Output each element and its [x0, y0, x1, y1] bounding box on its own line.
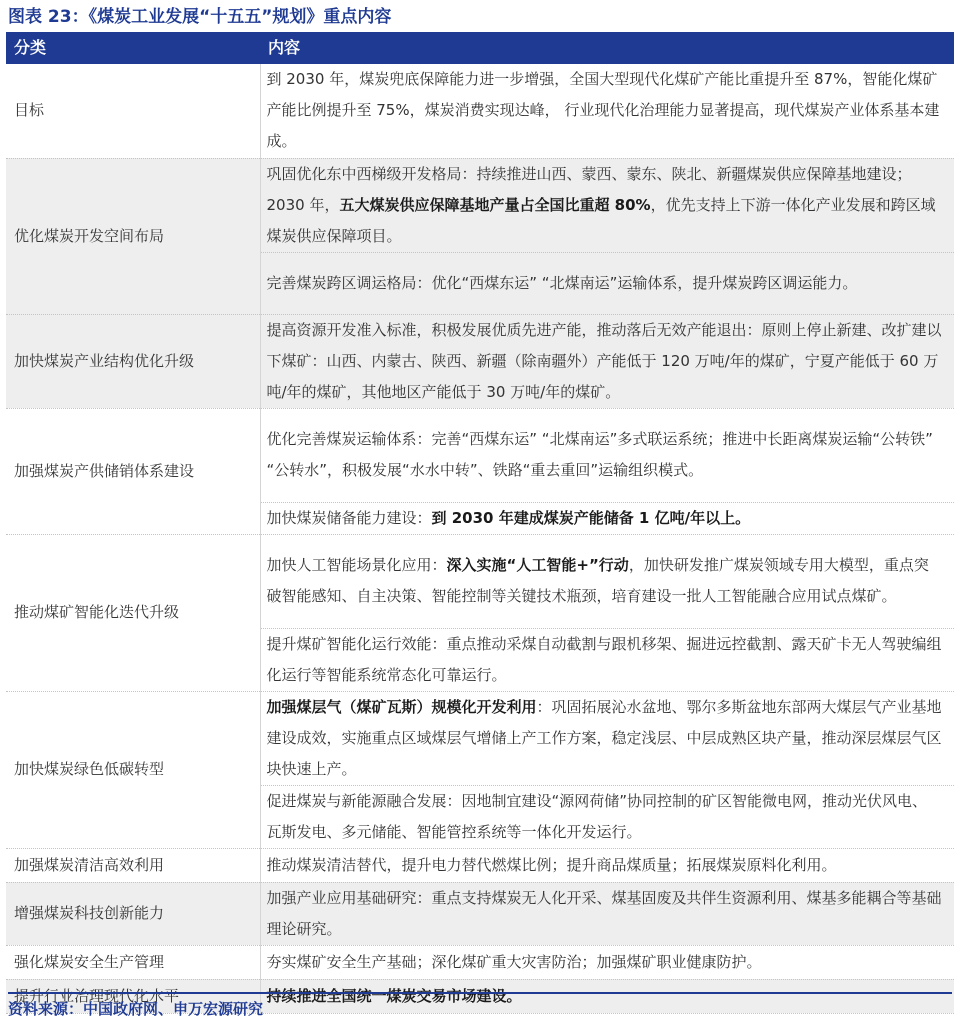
- source-note: 资料来源：中国政府网、申万宏源研究: [8, 992, 952, 1021]
- highlight-text: 五大煤炭供应保障基地产量占全国比重超 80%: [339, 195, 651, 214]
- row-content: 加强煤层气（煤矿瓦斯）规模化开发利用：巩固拓展沁水盆地、鄂尔多斯盆地东部两大煤层气产业基地建设成效，实施重点区域煤层气增储上产工作方案，稳定浅层、中层成熟区块产量，推动深层煤层气区块快速上产。: [260, 691, 954, 785]
- table-header: [6, 32, 954, 64]
- row-category: 提升行业治理现代化水平: [6, 979, 260, 1013]
- row-content: 加快人工智能场景化应用：深入实施“人工智能+”行动，加快研发推广煤炭领域专用大模型，重点突破智能感知、自主决策、智能控制等关键技术瓶颈，培育建设一批人工智能融合应用试点煤矿。: [260, 534, 954, 628]
- table-row: [6, 408, 954, 502]
- row-content: 到 2030 年，煤炭兜底保障能力进一步增强，全国大型现代化煤矿产能比重提升至 87%，智能化煤矿产能比例提升至 75%，煤炭消费实现达峰， 行业现代化治理能力显著提高，现代煤炭产业体系基本建成。: [260, 64, 954, 158]
- row-category: 强化煤炭安全生产管理: [6, 945, 260, 979]
- row-content: 推动煤炭清洁替代，提升电力替代燃煤比例；提升商品煤质量；拓展煤炭原料化利用。: [260, 848, 954, 882]
- row-content: 巩固优化东中西梯级开发格局：持续推进山西、蒙西、蒙东、陕北、新疆煤炭供应保障基地建设；2030 年，五大煤炭供应保障基地产量占全国比重超 80%，优先支持上下游一体化产业发展和跨区域煤炭供应保障项目。: [260, 158, 954, 252]
- header-content: 内容: [268, 38, 301, 57]
- row-content: 加强产业应用基础研究：重点支持煤炭无人化开采、煤基固废及共伴生资源利用、煤基多能耦合等基础理论研究。: [260, 882, 954, 945]
- row-content: 提升煤矿智能化运行效能：重点推动采煤自动截割与跟机移架、掘进远控截割、露天矿卡无人驾驶编组化运行等智能系统常态化可靠运行。: [260, 628, 954, 691]
- header-category: 分类: [14, 38, 47, 57]
- table-row: [6, 314, 954, 408]
- row-content: 完善煤炭跨区调运格局：优化“西煤东运” “北煤南运”运输体系，提升煤炭跨区调运能力。: [260, 252, 954, 314]
- highlight-text: 到 2030 年建成煤炭产能储备 1 亿吨/年以上。: [431, 508, 751, 527]
- row-content: 优化完善煤炭运输体系：完善“西煤东运” “北煤南运”多式联运系统；推进中长距离煤炭运输“公转铁” “公转水”，积极发展“水水中转”、铁路“重去重回”运输组织模式。: [260, 408, 954, 502]
- table-row: [6, 691, 954, 785]
- table-row: [6, 945, 954, 979]
- figure-title: 图表 23：《煤炭工业发展“十五五”规划》重点内容: [8, 7, 392, 27]
- row-category: 加强煤炭清洁高效利用: [6, 848, 260, 882]
- row-content: 促进煤炭与新能源融合发展：因地制宜建设“源网荷储”协同控制的矿区智能微电网，推动光伏风电、瓦斯发电、多元储能、智能管控系统等一体化开发运行。: [260, 785, 954, 848]
- row-category: 加快煤炭产业结构优化升级: [6, 314, 260, 408]
- row-category: 加快煤炭绿色低碳转型: [6, 691, 260, 848]
- row-category: 目标: [6, 64, 260, 158]
- highlight-text: 加强煤层气（煤矿瓦斯）规模化开发利用: [266, 697, 537, 716]
- highlight-text: 深入实施“人工智能+”行动: [446, 556, 629, 574]
- table-row: [6, 882, 954, 945]
- highlight-text: 持续推进全国统一煤炭交易市场建设。: [266, 986, 522, 1005]
- row-content: 加快煤炭储备能力建设：到 2030 年建成煤炭产能储备 1 亿吨/年以上。: [260, 502, 954, 534]
- table-row: [6, 158, 954, 252]
- row-category: 加强煤炭产供储销体系建设: [6, 408, 260, 534]
- plan-table: [6, 32, 954, 1014]
- row-content: 夯实煤矿安全生产基础；深化煤矿重大灾害防治；加强煤矿职业健康防护。: [260, 945, 954, 979]
- row-category: 增强煤炭科技创新能力: [6, 882, 260, 945]
- table-row: [6, 534, 954, 628]
- row-category: 推动煤矿智能化迭代升级: [6, 534, 260, 691]
- row-category: 优化煤炭开发空间布局: [6, 158, 260, 314]
- table-row: [6, 848, 954, 882]
- row-content: 提高资源开发准入标准，积极发展优质先进产能，推动落后无效产能退出：原则上停止新建、改扩建以下煤矿：山西、内蒙古、陕西、新疆（除南疆外）产能低于 120 万吨/年的煤矿，宁夏产能低于 60 万吨/年的煤矿，其他地区产能低于 30 万吨/年的煤矿。: [260, 314, 954, 408]
- table-row: [6, 64, 954, 158]
